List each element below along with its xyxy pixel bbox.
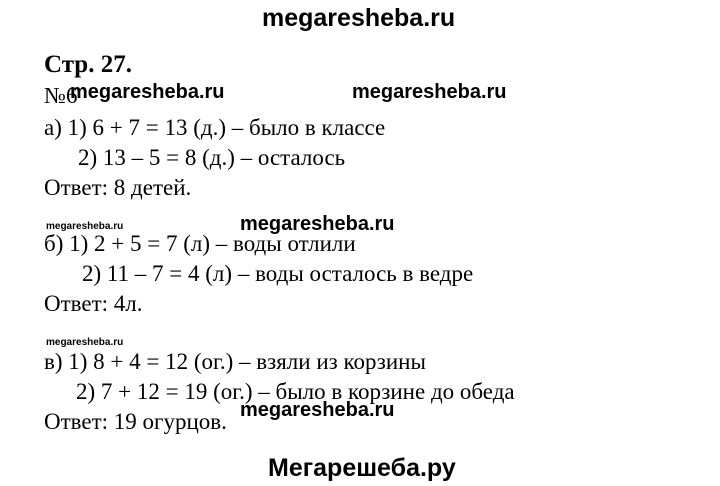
part-a-line-1: а) 1) 6 + 7 = 13 (д.) – было в классе — [44, 115, 386, 140]
part-a-answer: Ответ: 8 детей. — [44, 175, 192, 200]
page-heading: Стр. 27. — [44, 51, 132, 78]
part-v-line-2: 2) 7 + 12 = 19 (ог.) – было в корзине до обеда — [76, 379, 515, 404]
watermark-bottom: Мегарешеба.ру — [268, 454, 456, 482]
part-b-answer: Ответ: 4л. — [44, 291, 143, 316]
watermark-top: megaresheba.ru — [262, 4, 456, 32]
part-a-line-2: 2) 13 – 5 = 8 (д.) – осталось — [78, 145, 346, 170]
part-b-line-2: 2) 11 – 7 = 4 (л) – воды осталось в ведре — [82, 261, 474, 286]
watermark-center-1: megaresheba.ru — [240, 213, 395, 235]
part-b-line-1: б) 1) 2 + 5 = 7 (л) – воды отлили — [44, 231, 356, 256]
watermark-small-1: megaresheba.ru — [46, 221, 124, 232]
part-v-answer: Ответ: 19 огурцов. — [44, 409, 227, 434]
task-number: №6 — [44, 83, 78, 108]
watermark-center-2: megaresheba.ru — [240, 399, 395, 421]
part-v-line-1: в) 1) 8 + 4 = 12 (ог.) – взяли из корзины — [44, 349, 426, 374]
watermark-small-2: megaresheba.ru — [46, 337, 124, 348]
watermark-mid-left: megaresheba.ru — [70, 81, 225, 103]
watermark-mid-right: megaresheba.ru — [352, 81, 507, 103]
